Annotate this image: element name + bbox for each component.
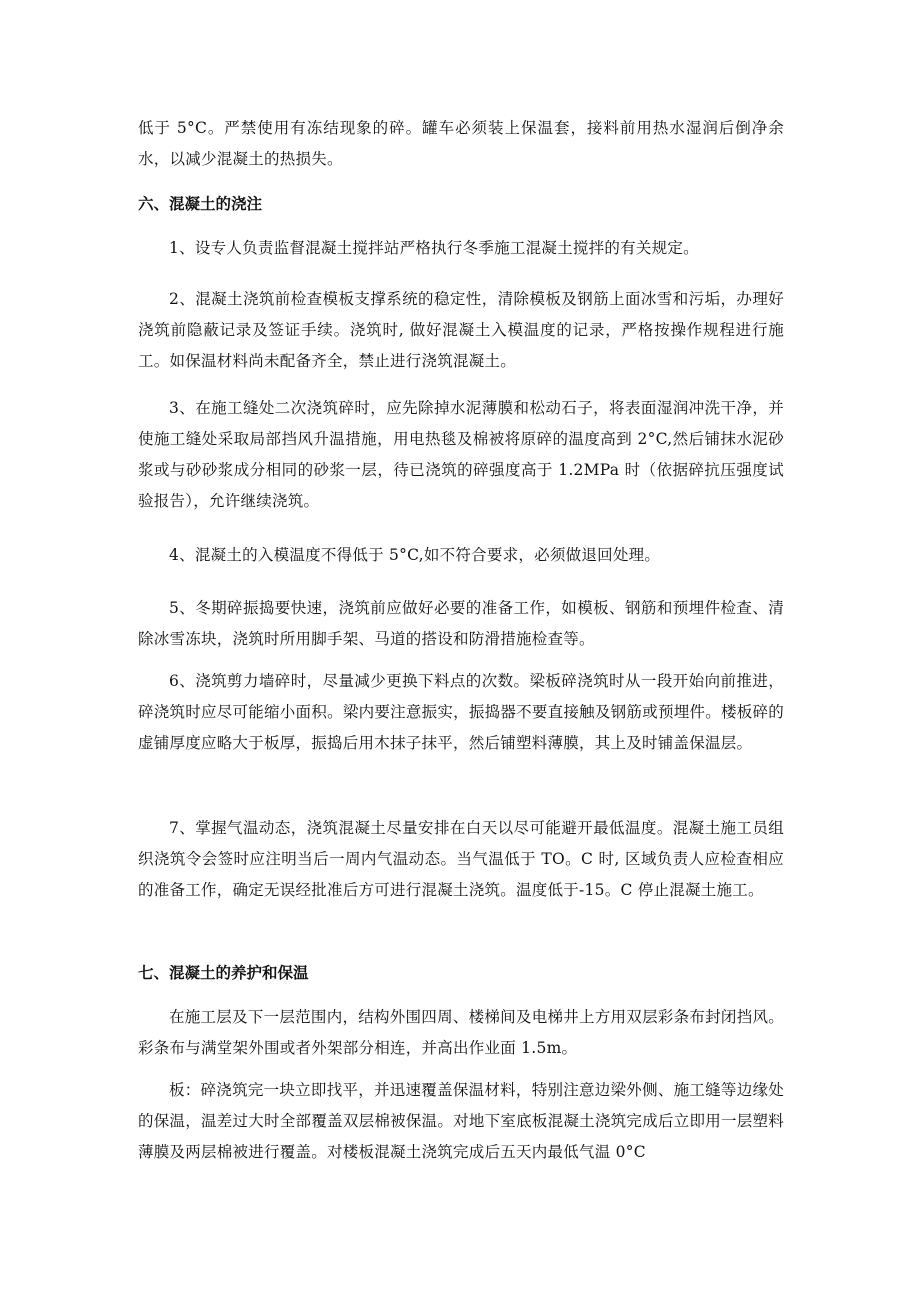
section-heading-curing: 七、混凝土的养护和保温 [138,964,309,982]
pouring-item-4: 4、混凝土的入模温度不得低于 5°C,如不符合要求，必须做退回处理。 [169,546,661,564]
pouring-item-3: 3、在施工缝处二次浇筑碎时，应先除掉水泥薄膜和松动石子，将表面湿润冲洗干净，并使施工缝处采取局部挡风升温措施，用电热毯及棉被将原碎的温度高到 2°C,然后铺抹水泥砂浆或与砂砂浆成分相同的砂浆一层，待已浇筑的碎强度高于 1.2MPa 时（依据碎抗压强度试验报告），允许继续浇筑。 [138,399,784,510]
pouring-item-5: 5、冬期碎振捣要快速，浇筑前应做好必要的准备工作，如模板、钢筋和预埋件检查、清除冰雪冻块，浇筑时所用脚手架、马道的搭设和防滑措施检查等。 [138,599,784,648]
pouring-item-2: 2、混凝土浇筑前检查模板支撑系统的稳定性，清除模板及钢筋上面冰雪和污垢，办理好浇筑前隐蔽记录及签证手续。浇筑时, 做好混凝土入模温度的记录，严格按操作规程进行施工。如保温材料尚未配备齐全，禁止进行浇筑混凝土。 [138,290,784,370]
continuation-paragraph: 低于 5°C。严禁使用有冻结现象的碎。罐车必须装上保温套，接料前用热水湿润后倒净余水，以减少混凝土的热损失。 [138,119,784,168]
curing-paragraph-2: 板：碎浇筑完一块立即找平，并迅速覆盖保温材料，特别注意边梁外侧、施工缝等边缘处的保温，温差过大时全部覆盖双层棉被保温。对地下室底板混凝土浇筑完成后立即用一层塑料薄膜及两层棉被进行覆盖。对楼板混凝土浇筑完成后五天内最低气温 0°C [138,1081,784,1161]
curing-paragraph-1: 在施工层及下一层范围内，结构外围四周、楼梯间及电梯井上方用双层彩条布封闭挡风。彩条布与满堂架外围或者外架部分相连，并高出作业面 1.5m。 [138,1008,784,1057]
pouring-item-7: 7、掌握气温动态，浇筑混凝土尽量安排在白天以尽可能避开最低温度。混凝土施工员组织浇筑令会签时应注明当后一周内气温动态。当气温低于 TO。C 时, 区域负责人应检查相应的准备工作，确定无误经批准后方可进行混凝土浇筑。温度低于-15。C 停止混凝土施工。 [138,819,784,899]
pouring-item-6: 6、浇筑剪力墙碎时，尽量减少更换下料点的次数。梁板碎浇筑时从一段开始向前推进，碎浇筑时应尽可能缩小面积。梁内要注意振实，振捣器不要直接触及钢筋或预埋件。楼板碎的虚铺厚度应略大于板厚，振捣后用木抹子抹平，然后铺塑料薄膜，其上及时铺盖保温层。 [138,672,784,752]
pouring-item-1: 1、设专人负责监督混凝土搅拌站严格执行冬季施工混凝土搅拌的有关规定。 [169,239,699,257]
section-heading-pouring: 六、混凝土的浇注 [138,195,263,213]
